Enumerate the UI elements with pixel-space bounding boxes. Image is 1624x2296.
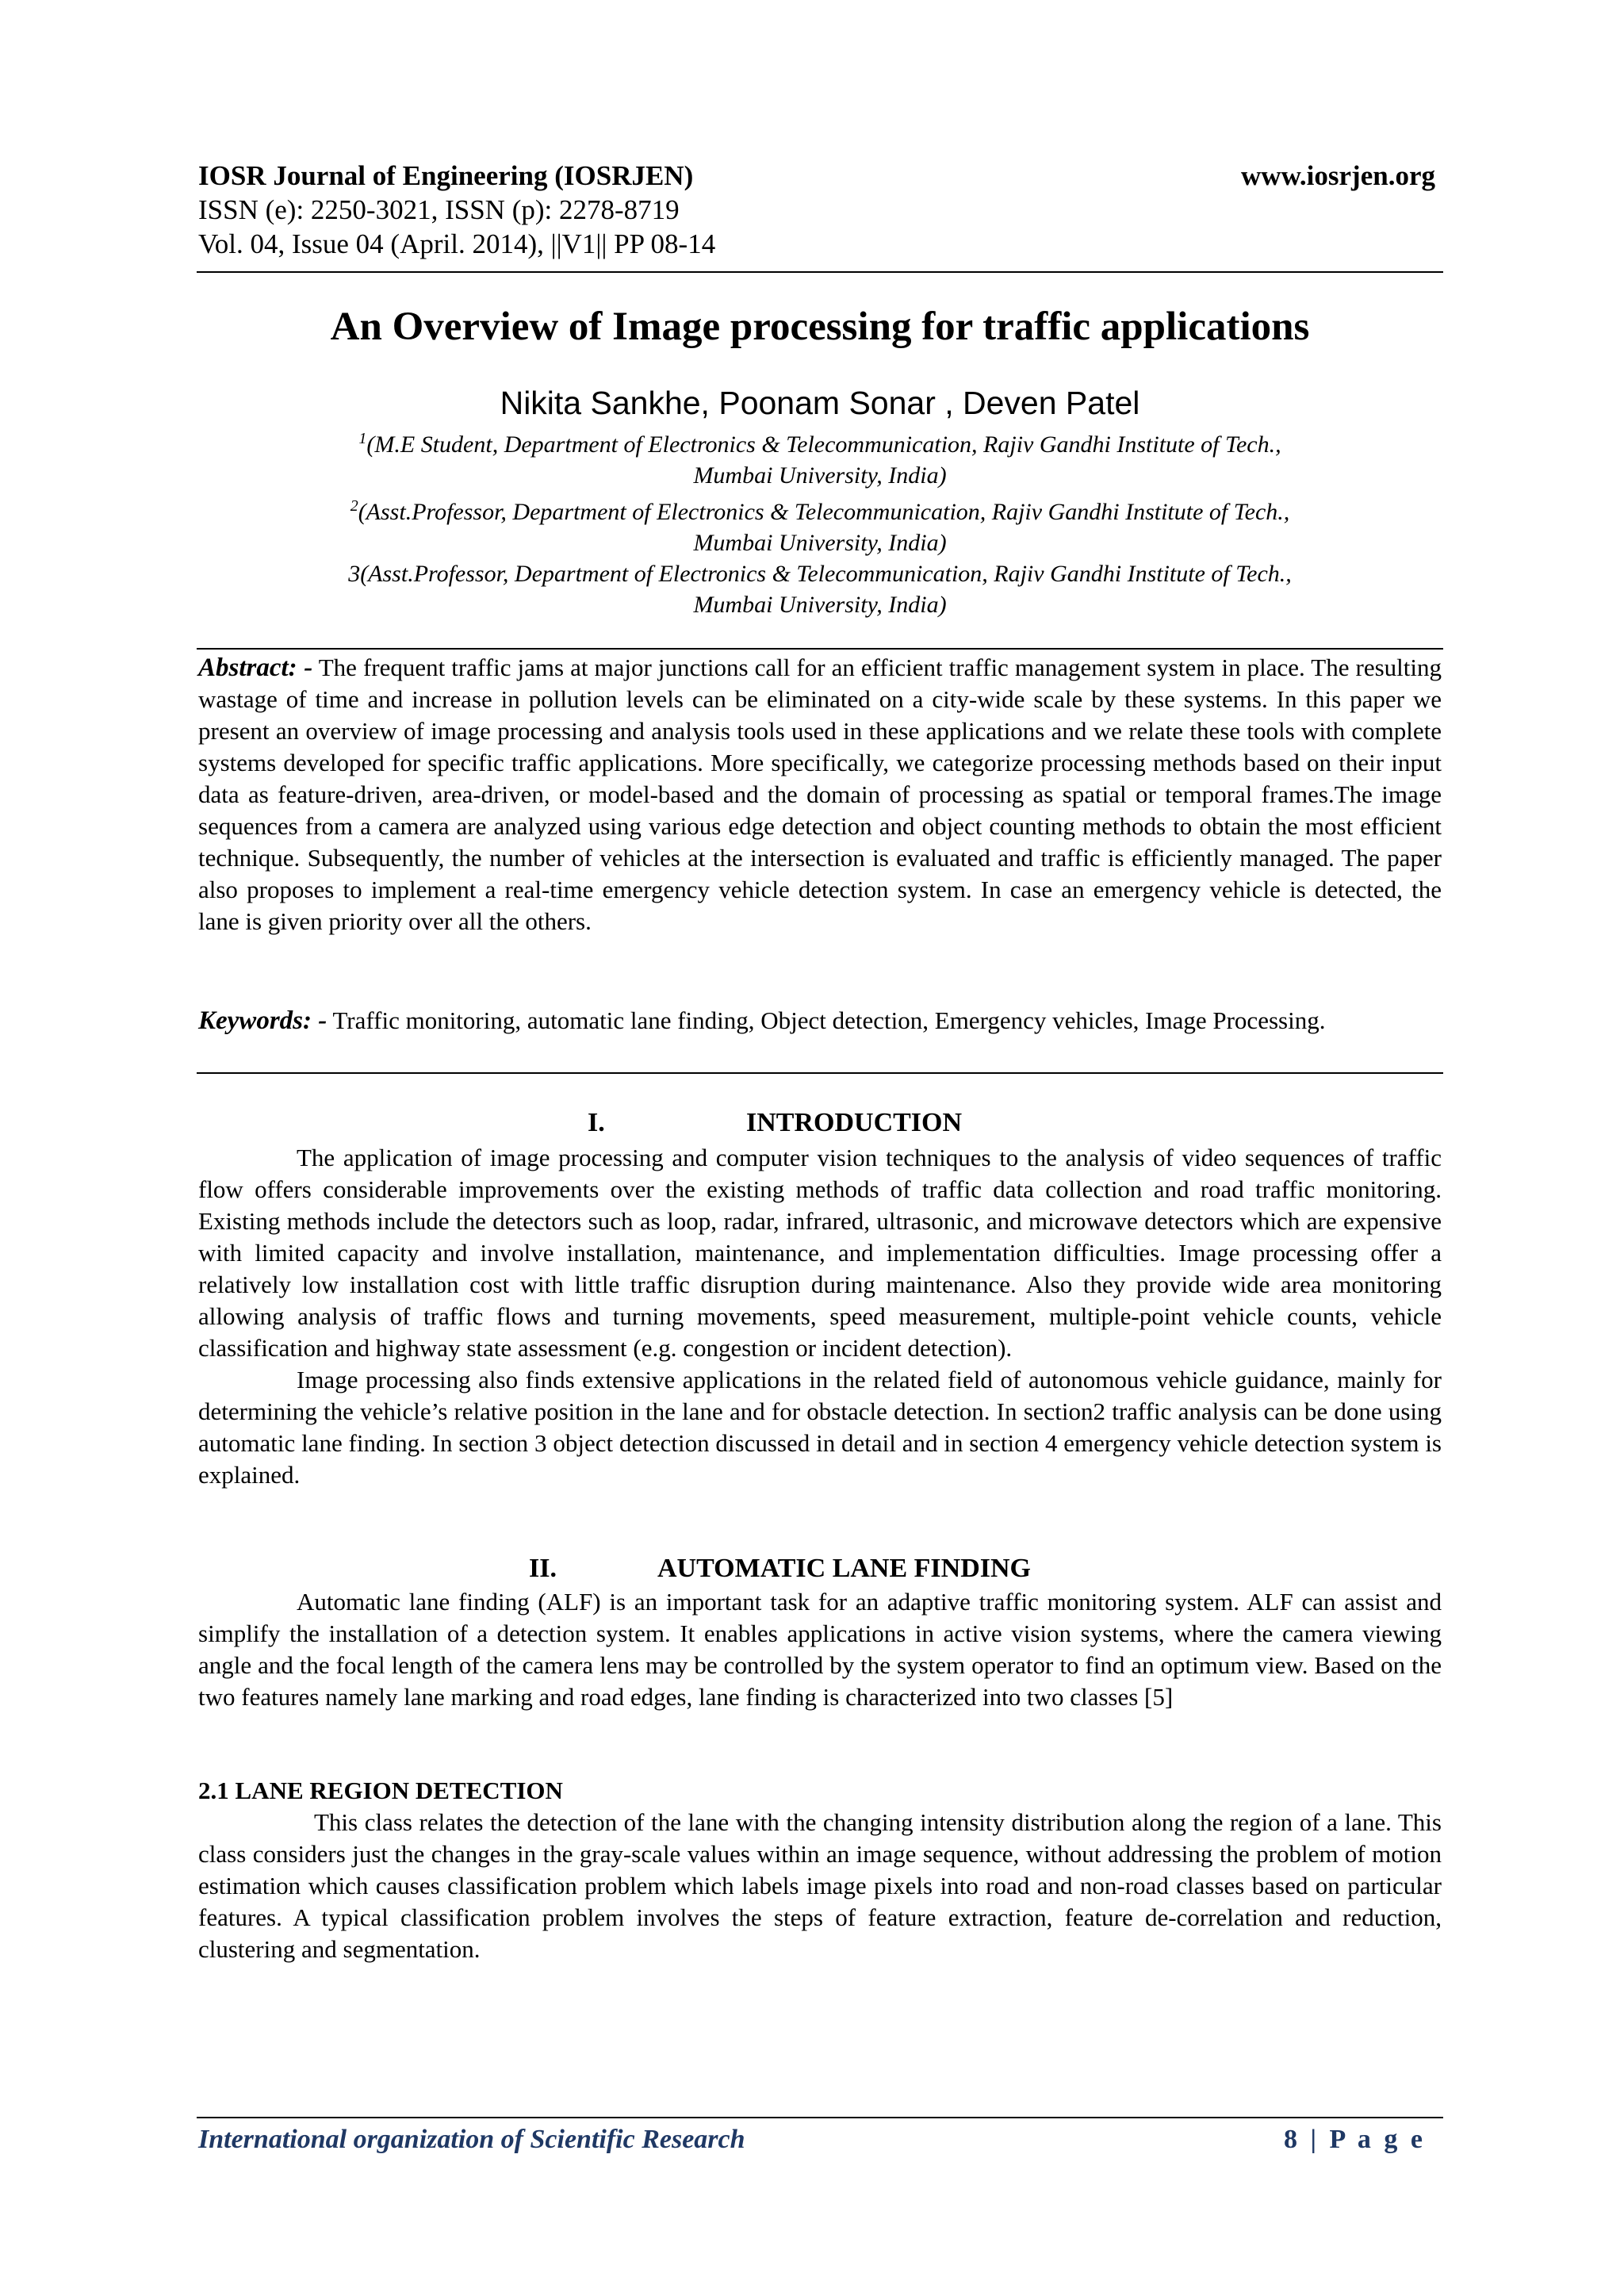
keywords bbox=[198, 1005, 1442, 1037]
subsection-heading: 2.1 LANE REGION DETECTION bbox=[198, 1777, 563, 1804]
affiliation-2-university: Mumbai University, India) bbox=[693, 530, 947, 556]
affiliation-2: $^2$(Asst.Professor, Department of Electronics & Telecommunication, Rajiv Gandhi Institute of Tech., bbox=[350, 497, 1290, 525]
abstract-text: The frequent traffic jams at major junctions call for an efficient traffic management system in place. The resulting wastage of time and increase in pollution levels can be eliminated on a city-wide scale by these systems. In this paper we present an overview of image processing and analysis tools used in these applications and we relate these tools with complete systems developed for specific traffic applications. More specifically, we categorize processing methods based on their input data as feature-driven, area-driven, or model-based and the domain of processing as spatial or temporal frames.The image sequences from a camera are analyzed using various edge detection and object counting methods to obtain the most efficient technique. Subsequently, the number of vehicles at the intersection is evaluated and traffic is efficiently managed. The paper also proposes to implement a real-time emergency vehicle detection system. In case an emergency vehicle is detected, the lane is given priority over all the others. bbox=[198, 654, 1442, 935]
keywords-label: Keywords: - bbox=[198, 1006, 327, 1035]
paper-title: An Overview of Image processing for traffic applications bbox=[330, 305, 1310, 349]
footer-divider bbox=[197, 2117, 1443, 2118]
affiliation-1: $^1$(M.E Student, Department of Electronics & Telecommunication, Rajiv Gandhi Institute of Tech., bbox=[358, 430, 1281, 458]
affiliation-3-university: Mumbai University, India) bbox=[693, 592, 947, 618]
journal-website: www.iosrjen.org bbox=[1241, 160, 1435, 191]
section-1-number: I. bbox=[588, 1108, 605, 1137]
paragraph: This class relates the detection of the lane with the changing intensity distribution along the region of a lane. This class considers just the changes in the gray-scale values within an image sequence, without addressing the problem of motion estimation which causes classification problem which labels image pixels into road and non-road classes based on particular features. A typical classification problem involves the steps of feature extraction, feature de-correlation and reduction, clustering and segmentation. bbox=[198, 1808, 1442, 1963]
journal-header bbox=[198, 159, 1071, 261]
journal-issn: ISSN (e): 2250-3021, ISSN (p): 2278-8719 bbox=[198, 194, 680, 225]
section-2-body bbox=[198, 1586, 1442, 1713]
section-2-heading bbox=[197, 1551, 1443, 1586]
keywords-text: Traffic monitoring, automatic lane finding, Object detection, Emergency vehicles, Image Processing. bbox=[332, 1006, 1326, 1034]
section-1-title: INTRODUCTION bbox=[746, 1108, 963, 1137]
paragraph: The application of image processing and computer vision techniques to the analysis of video sequences of traffic flow offers considerable improvements over the existing methods of traffic data collection and road traffic monitoring. Existing methods include the detectors such as loop, radar, infrared, ultrasonic, and microwave detectors which are expensive with limited capacity and involve installation, maintenance, and implementation difficulties. Image processing offer a relatively low installation cost with little traffic disruption during maintenance. Also they provide wide area monitoring allowing analysis of traffic flows and turning movements, speed measurement, multiple-point vehicle counts, vehicle classification and highway state assessment (e.g. congestion or incident detection). bbox=[198, 1144, 1442, 1362]
journal-volume: Vol. 04, Issue 04 (April. 2014), ||V1|| PP 08-14 bbox=[198, 228, 716, 259]
abstract-label: Abstract: - bbox=[198, 654, 313, 682]
section-2-title: AUTOMATIC LANE FINDING bbox=[657, 1554, 1032, 1583]
paper-authors: Nikita Sankhe, Poonam Sonar , Deven Patel bbox=[500, 385, 1140, 421]
affiliations bbox=[197, 424, 1443, 620]
abstract bbox=[198, 652, 1442, 937]
abstract-top-divider bbox=[197, 648, 1443, 650]
keywords-divider bbox=[197, 1072, 1443, 1074]
footer-organization: International organization of Scientific Research bbox=[198, 2125, 745, 2154]
subsection-body bbox=[198, 1807, 1442, 1965]
paragraph: Automatic lane finding (ALF) is an important task for an adaptive traffic monitoring system. ALF can assist and simplify the installation of a detection system. It enables applications in active vision systems, where the camera viewing angle and the focal length of the camera lens may be controlled by the system operator to find an optimum view. Based on the two features namely lane marking and road edges, lane finding is characterized into two classes [5] bbox=[198, 1588, 1442, 1711]
section-1-body bbox=[198, 1142, 1442, 1491]
paragraph: Image processing also finds extensive applications in the related field of autonomous vehicle guidance, mainly for determining the vehicle’s relative position in the lane and for obstacle detection. In section2 traffic analysis can be done using automatic lane finding. In section 3 object detection discussed in detail and in section 4 emergency vehicle detection system is explained. bbox=[198, 1366, 1442, 1489]
header-divider bbox=[197, 271, 1443, 273]
affiliation-3: 3(Asst.Professor, Department of Electronics & Telecommunication, Rajiv Gandhi Institute of Tech., bbox=[348, 561, 1292, 587]
affiliation-1-university: Mumbai University, India) bbox=[693, 462, 947, 489]
page-number: 8 | P a g e bbox=[1284, 2125, 1426, 2154]
journal-name: IOSR Journal of Engineering (IOSRJEN) bbox=[198, 160, 694, 191]
section-1-heading bbox=[197, 1106, 1443, 1140]
section-2-number: II. bbox=[529, 1554, 557, 1583]
